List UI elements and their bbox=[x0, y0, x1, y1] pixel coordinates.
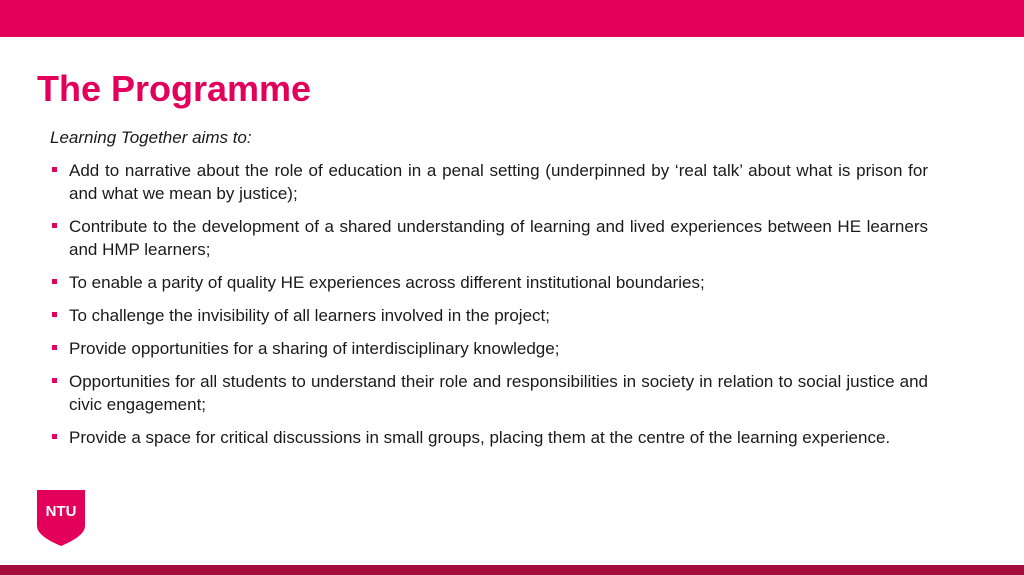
ntu-logo bbox=[37, 490, 85, 546]
bottom-accent-bar bbox=[0, 565, 1024, 575]
logo-text: NTU bbox=[45, 503, 77, 520]
square-bullet-icon bbox=[52, 279, 57, 284]
square-bullet-icon bbox=[52, 223, 57, 228]
bullet-text: Provide a space for critical discussions in small groups, placing them at the centre of the learning experience. bbox=[69, 428, 891, 447]
bullet-item bbox=[50, 271, 928, 294]
bullet-list bbox=[50, 159, 928, 459]
bullet-text: Opportunities for all students to understand their role and responsibilities in society in relation to social justice and civic engagement; bbox=[69, 372, 928, 414]
bullet-item bbox=[50, 426, 928, 449]
bullet-text: To challenge the invisibility of all learners involved in the project; bbox=[69, 306, 550, 325]
slide-title: The Programme bbox=[37, 68, 312, 109]
square-bullet-icon bbox=[52, 434, 57, 439]
square-bullet-icon bbox=[52, 167, 57, 172]
bullet-text: Contribute to the development of a shared understanding of learning and lived experiences between HE learners and HMP learners; bbox=[69, 217, 928, 259]
bullet-text: Provide opportunities for a sharing of interdisciplinary knowledge; bbox=[69, 339, 560, 358]
bullet-item bbox=[50, 215, 928, 261]
top-accent-bar bbox=[0, 0, 1024, 37]
bullet-text: Add to narrative about the role of education in a penal setting (underpinned by ‘real talk’ about what is prison for and what we mean by justice); bbox=[69, 161, 928, 203]
bullet-item bbox=[50, 337, 928, 360]
bullet-text: To enable a parity of quality HE experiences across different institutional boundaries; bbox=[69, 273, 705, 292]
square-bullet-icon bbox=[52, 378, 57, 383]
square-bullet-icon bbox=[52, 312, 57, 317]
bullet-item bbox=[50, 159, 928, 205]
bullet-item bbox=[50, 304, 928, 327]
square-bullet-icon bbox=[52, 345, 57, 350]
slide-intro: Learning Together aims to: bbox=[50, 128, 252, 147]
bullet-item bbox=[50, 370, 928, 416]
